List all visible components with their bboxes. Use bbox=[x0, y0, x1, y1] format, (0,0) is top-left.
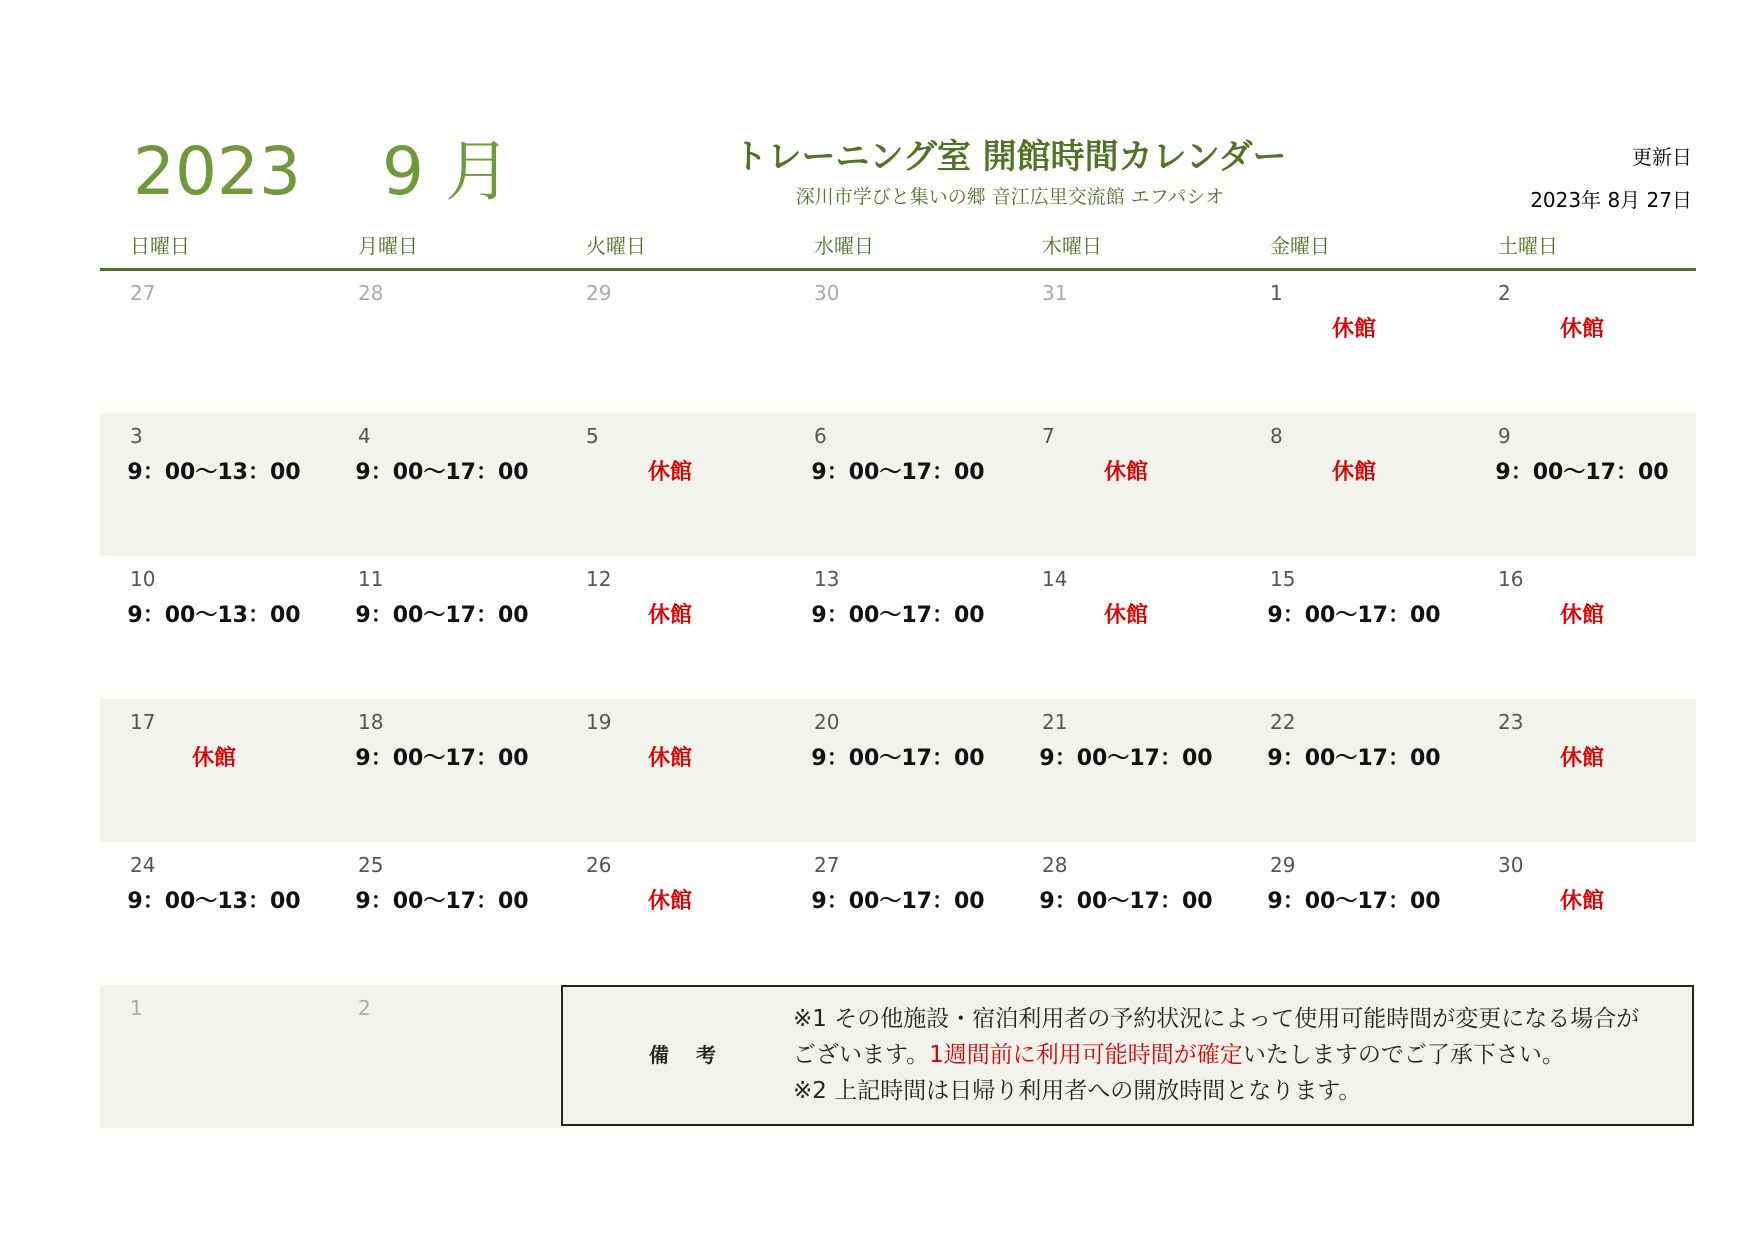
opening-hours: 9：00〜13：00 bbox=[127, 460, 301, 485]
update-date: 2023年 8月 27日 bbox=[1530, 188, 1692, 212]
calendar-day-cell bbox=[1468, 556, 1696, 699]
day-number: 11 bbox=[358, 567, 384, 591]
day-number: 27 bbox=[130, 281, 156, 305]
day-number: 18 bbox=[358, 710, 384, 734]
calendar-month: 9 月 bbox=[382, 133, 511, 210]
closed-status: 休館 bbox=[647, 746, 692, 771]
calendar-day-cell bbox=[1468, 699, 1696, 842]
weekday-header-row bbox=[100, 232, 1696, 271]
opening-hours: 9：00〜17：00 bbox=[1267, 746, 1441, 771]
closed-status: 休館 bbox=[1559, 317, 1604, 342]
weekday-friday: 金曜日 bbox=[1270, 234, 1330, 258]
closed-status: 休館 bbox=[647, 889, 692, 914]
day-number: 22 bbox=[1270, 710, 1296, 734]
weekday-wednesday: 水曜日 bbox=[814, 234, 874, 258]
day-number: 21 bbox=[1042, 710, 1068, 734]
calendar-year: 2023 bbox=[133, 133, 301, 210]
calendar-day-cell bbox=[328, 270, 556, 413]
closed-status: 休館 bbox=[647, 603, 692, 628]
opening-hours: 9：00〜17：00 bbox=[811, 746, 985, 771]
calendar-day-cell bbox=[328, 985, 556, 1128]
calendar-week-row bbox=[100, 413, 1696, 556]
day-number: 4 bbox=[358, 424, 371, 448]
day-number: 3 bbox=[130, 424, 143, 448]
day-number: 24 bbox=[130, 853, 156, 877]
calendar-week-row bbox=[100, 270, 1696, 413]
day-number: 14 bbox=[1042, 567, 1068, 591]
day-number: 1 bbox=[130, 996, 143, 1020]
closed-status: 休館 bbox=[647, 460, 692, 485]
calendar-day-cell bbox=[100, 270, 328, 413]
calendar-week-row bbox=[100, 985, 560, 1128]
notes-text bbox=[793, 1001, 1688, 1109]
opening-hours: 9：00〜13：00 bbox=[127, 889, 301, 914]
notes-line-2-prefix: ございます。 bbox=[793, 1042, 930, 1068]
opening-hours: 9：00〜13：00 bbox=[127, 603, 301, 628]
calendar-day-cell bbox=[1012, 556, 1240, 699]
closed-status: 休館 bbox=[1103, 460, 1148, 485]
calendar-day-cell bbox=[100, 699, 328, 842]
calendar-day-cell bbox=[100, 985, 328, 1128]
day-number: 20 bbox=[814, 710, 840, 734]
calendar-day-cell bbox=[1012, 842, 1240, 985]
calendar-day-cell bbox=[784, 413, 1012, 556]
day-number: 6 bbox=[814, 424, 827, 448]
opening-hours: 9：00〜17：00 bbox=[1039, 746, 1213, 771]
calendar-week-row bbox=[100, 699, 1696, 842]
opening-hours: 9：00〜17：00 bbox=[811, 460, 985, 485]
day-number: 13 bbox=[814, 567, 840, 591]
notes-box bbox=[561, 985, 1694, 1126]
closed-status: 休館 bbox=[1559, 746, 1604, 771]
opening-hours: 9：00〜17：00 bbox=[1267, 889, 1441, 914]
opening-hours: 9：00〜17：00 bbox=[1267, 603, 1441, 628]
weekday-thursday: 木曜日 bbox=[1042, 234, 1102, 258]
day-number: 12 bbox=[586, 567, 612, 591]
day-number: 28 bbox=[1042, 853, 1068, 877]
calendar-day-cell bbox=[556, 842, 784, 985]
opening-hours: 9：00〜17：00 bbox=[811, 889, 985, 914]
calendar-day-cell bbox=[556, 413, 784, 556]
day-number: 2 bbox=[358, 996, 371, 1020]
day-number: 5 bbox=[586, 424, 599, 448]
closed-status: 休館 bbox=[191, 746, 236, 771]
calendar-day-cell bbox=[1468, 413, 1696, 556]
day-number: 19 bbox=[586, 710, 612, 734]
closed-status: 休館 bbox=[1103, 603, 1148, 628]
weekday-monday: 月曜日 bbox=[358, 234, 418, 258]
notes-line-3: ※2 上記時間は日帰り利用者への開放時間となります。 bbox=[793, 1078, 1362, 1104]
calendar-day-cell bbox=[1240, 413, 1468, 556]
calendar-day-cell bbox=[1012, 413, 1240, 556]
calendar-day-cell bbox=[100, 556, 328, 699]
opening-hours: 9：00〜17：00 bbox=[355, 603, 529, 628]
opening-hours: 9：00〜17：00 bbox=[1495, 460, 1669, 485]
opening-hours: 9：00〜17：00 bbox=[355, 460, 529, 485]
notes-line-2-highlight: 1週間前に利用可能時間が確定 bbox=[929, 1042, 1243, 1068]
calendar-day-cell bbox=[100, 413, 328, 556]
closed-status: 休館 bbox=[1331, 317, 1376, 342]
weekday-saturday: 土曜日 bbox=[1498, 234, 1558, 258]
day-number: 26 bbox=[586, 853, 612, 877]
day-number: 31 bbox=[1042, 281, 1068, 305]
day-number: 17 bbox=[130, 710, 156, 734]
day-number: 7 bbox=[1042, 424, 1055, 448]
calendar-day-cell bbox=[784, 699, 1012, 842]
calendar-day-cell bbox=[1240, 556, 1468, 699]
calendar-day-cell bbox=[328, 556, 556, 699]
page-title: トレーニング室 開館時間カレンダー bbox=[733, 137, 1287, 177]
calendar-day-cell bbox=[1012, 270, 1240, 413]
calendar-day-cell bbox=[328, 413, 556, 556]
closed-status: 休館 bbox=[1559, 603, 1604, 628]
day-number: 23 bbox=[1498, 710, 1524, 734]
calendar-day-cell bbox=[100, 842, 328, 985]
closed-status: 休館 bbox=[1559, 889, 1604, 914]
day-number: 30 bbox=[814, 281, 840, 305]
calendar-day-cell bbox=[784, 842, 1012, 985]
calendar-day-cell bbox=[784, 556, 1012, 699]
calendar-day-cell bbox=[1468, 842, 1696, 985]
calendar-day-cell bbox=[1468, 270, 1696, 413]
calendar-day-cell bbox=[328, 699, 556, 842]
notes-line-2 bbox=[793, 1037, 1688, 1073]
day-number: 1 bbox=[1270, 281, 1283, 305]
day-number: 27 bbox=[814, 853, 840, 877]
notes-line-1: ※1 その他施設・宿泊利用者の予約状況によって使用可能時間が変更になる場合が bbox=[793, 1006, 1640, 1032]
closed-status: 休館 bbox=[1331, 460, 1376, 485]
day-number: 15 bbox=[1270, 567, 1296, 591]
day-number: 25 bbox=[358, 853, 384, 877]
calendar-day-cell bbox=[556, 556, 784, 699]
calendar-day-cell bbox=[1240, 699, 1468, 842]
notes-label: 備 考 bbox=[649, 1043, 726, 1067]
day-number: 8 bbox=[1270, 424, 1283, 448]
calendar-day-cell bbox=[328, 842, 556, 985]
day-number: 9 bbox=[1498, 424, 1511, 448]
notes-line-2-suffix: いたしますのでご了承下さい。 bbox=[1242, 1042, 1565, 1068]
opening-hours: 9：00〜17：00 bbox=[355, 746, 529, 771]
calendar-week-row bbox=[100, 556, 1696, 699]
day-number: 29 bbox=[1270, 853, 1296, 877]
weekday-tuesday: 火曜日 bbox=[586, 234, 646, 258]
opening-hours: 9：00〜17：00 bbox=[1039, 889, 1213, 914]
calendar-day-cell bbox=[556, 270, 784, 413]
day-number: 16 bbox=[1498, 567, 1524, 591]
day-number: 30 bbox=[1498, 853, 1524, 877]
day-number: 2 bbox=[1498, 281, 1511, 305]
opening-hours: 9：00〜17：00 bbox=[355, 889, 529, 914]
facility-name: 深川市学びと集いの郷 音江広里交流館 エフパシオ bbox=[795, 186, 1225, 208]
calendar-day-cell bbox=[556, 699, 784, 842]
calendar-day-cell bbox=[1012, 699, 1240, 842]
day-number: 10 bbox=[130, 567, 156, 591]
calendar-week-row bbox=[100, 842, 1696, 985]
calendar-day-cell bbox=[1240, 842, 1468, 985]
update-label: 更新日 bbox=[1632, 145, 1692, 169]
calendar-day-cell bbox=[784, 270, 1012, 413]
weekday-sunday: 日曜日 bbox=[130, 234, 190, 258]
opening-hours: 9：00〜17：00 bbox=[811, 603, 985, 628]
day-number: 29 bbox=[586, 281, 612, 305]
day-number: 28 bbox=[358, 281, 384, 305]
calendar-day-cell bbox=[1240, 270, 1468, 413]
